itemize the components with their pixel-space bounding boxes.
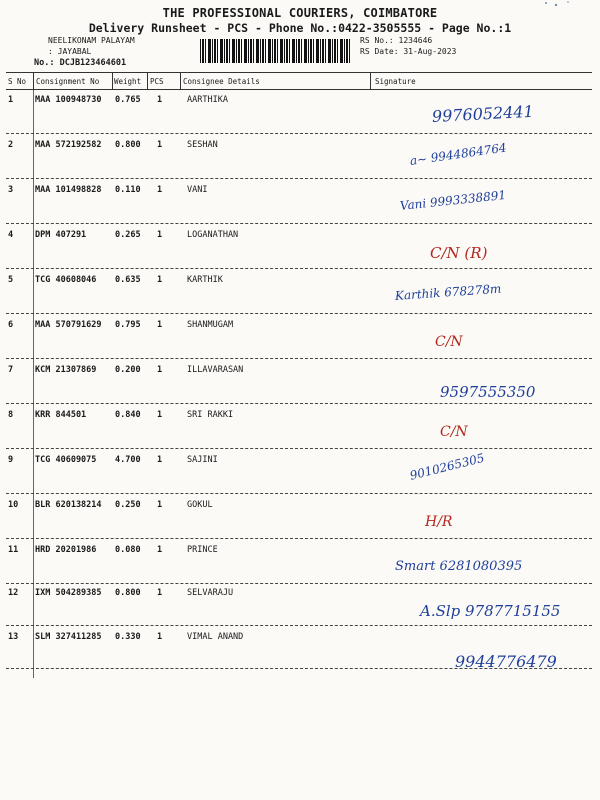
handwritten-signature (380, 312, 590, 354)
row-weight: 0.795 (115, 320, 141, 330)
row-consignment-no: IXM 504289385 (35, 588, 102, 598)
row-consignee: KARTHIK (187, 275, 223, 285)
row-pcs: 1 (157, 500, 163, 510)
signature-text: A.Slp 9787715155 (420, 602, 561, 620)
signature-text: Smart 6281080395 (395, 559, 523, 574)
row-consignment-no: DPM 407291 (35, 230, 87, 240)
row-weight: 0.250 (115, 500, 141, 510)
handwritten-signature (380, 87, 590, 129)
row-consignment-no: MAA 100948730 (35, 95, 102, 105)
row-sno: 11 (8, 545, 19, 555)
col-header-weight: Weight (114, 77, 142, 86)
row-pcs: 1 (157, 365, 163, 375)
row-consignee: SAJINI (187, 455, 218, 465)
row-consignee: GOKUL (187, 500, 213, 510)
rs-number: RS No.: 1234646 (360, 36, 433, 45)
handwritten-signature (380, 132, 590, 174)
row-sno: 3 (8, 185, 14, 195)
runsheet-subtitle: Delivery Runsheet - PCS - Phone No.:0422-3505555 - Page No.:1 (88, 21, 512, 35)
row-sno: 12 (8, 588, 19, 598)
location-line: NEELIKONAM PALAYAM (48, 36, 135, 45)
signature-text: Vani 9993338891 (399, 187, 507, 213)
handwritten-signature (380, 402, 590, 444)
row-consignee: PRINCE (187, 545, 218, 555)
handwritten-signature (380, 624, 590, 671)
row-consignment-no: TCG 40608046 (35, 275, 97, 285)
row-consignment-no: MAA 101498828 (35, 185, 102, 195)
row-weight: 0.800 (115, 588, 141, 598)
row-pcs: 1 (157, 545, 163, 555)
row-weight: 0.765 (115, 95, 141, 105)
row-consignment-no: SLM 327411285 (35, 632, 102, 642)
row-sno: 7 (8, 365, 14, 375)
row-pcs: 1 (157, 95, 163, 105)
column-divider (33, 72, 34, 90)
row-pcs: 1 (157, 455, 163, 465)
agent-name: : JAYABAL (48, 47, 92, 56)
row-weight: 0.200 (115, 365, 141, 375)
row-sno: 8 (8, 410, 14, 420)
handwritten-signature (380, 357, 590, 399)
signature-text: a~ 9944864764 (409, 140, 508, 168)
row-consignee: SELVARAJU (187, 588, 234, 598)
row-sno: 1 (8, 95, 14, 105)
row-consignee: VIMAL ANAND (187, 632, 244, 642)
handwritten-signature (380, 222, 590, 264)
row-sno: 13 (8, 632, 19, 642)
handwritten-signature (380, 580, 590, 622)
row-pcs: 1 (157, 410, 163, 420)
rs-info (360, 35, 456, 57)
row-sno: 2 (8, 140, 14, 150)
col-header-signature: Signature (375, 77, 416, 86)
col-header-consignee: Consignee Details (183, 77, 260, 86)
column-divider (112, 72, 113, 90)
handwritten-signature (380, 492, 590, 534)
row-consignment-no: KCM 21307869 (35, 365, 97, 375)
row-consignment-no: TCG 40609075 (35, 455, 97, 465)
rs-date: RS Date: 31-Aug-2023 (360, 47, 457, 56)
signature-text: C/N (R) (430, 244, 488, 262)
signature-text: C/N (435, 334, 463, 350)
row-weight: 0.635 (115, 275, 141, 285)
signature-text: C/N (440, 424, 468, 440)
column-divider (180, 72, 181, 90)
drs-number: No.: DCJB123464601 (34, 58, 127, 68)
row-consignment-no: MAA 570791629 (35, 320, 102, 330)
row-pcs: 1 (157, 588, 163, 598)
row-consignment-no: BLR 620138214 (35, 500, 102, 510)
barcode-image (200, 39, 352, 63)
handwritten-signature (380, 177, 590, 219)
row-consignment-no: KRR 844501 (35, 410, 87, 420)
row-consignment-no: HRD 20201986 (35, 545, 97, 555)
signature-text: 9010265305 (408, 450, 486, 483)
row-sno: 6 (8, 320, 14, 330)
handwritten-signature (380, 537, 590, 579)
row-weight: 0.080 (115, 545, 141, 555)
row-pcs: 1 (157, 632, 163, 642)
row-consignee: LOGANATHAN (187, 230, 239, 240)
row-consignee: SRI RAKKI (187, 410, 234, 420)
row-weight: 0.800 (115, 140, 141, 150)
signature-text: 9944776479 (455, 652, 557, 671)
row-sno: 4 (8, 230, 14, 240)
column-divider (370, 72, 371, 90)
handwritten-signature (380, 447, 590, 489)
table-top-border (6, 72, 592, 73)
row-consignee: AARTHIKA (187, 95, 228, 105)
row-pcs: 1 (157, 320, 163, 330)
row-pcs: 1 (157, 275, 163, 285)
company-title: THE PROFESSIONAL COURIERS, COIMBATORE (162, 6, 438, 20)
signature-text: H/R (425, 514, 453, 530)
row-weight: 0.330 (115, 632, 141, 642)
row-weight: 0.840 (115, 410, 141, 420)
row-consignee: ILLAVARASAN (187, 365, 244, 375)
row-weight: 0.265 (115, 230, 141, 240)
column-divider (147, 72, 148, 90)
signature-text: Karthik 678278m (394, 281, 502, 303)
row-weight: 0.110 (115, 185, 141, 195)
col-header-consignment: Consignment No (36, 77, 100, 86)
signature-text: 9976052441 (431, 101, 535, 126)
row-weight: 4.700 (115, 455, 141, 465)
col-header-pcs: PCS (150, 77, 164, 86)
row-sno: 9 (8, 455, 14, 465)
row-consignee: SHANMUGAM (187, 320, 234, 330)
row-separator (6, 668, 592, 669)
signature-text: 9597555350 (440, 383, 536, 401)
row-pcs: 1 (157, 230, 163, 240)
handwritten-signature (380, 267, 590, 309)
col-header-sno: S No (8, 77, 27, 86)
row-pcs: 1 (157, 185, 163, 195)
row-sno: 5 (8, 275, 14, 285)
row-consignment-no: MAA 572192582 (35, 140, 102, 150)
row-consignee: SESHAN (187, 140, 218, 150)
row-sno: 10 (8, 500, 19, 510)
row-pcs: 1 (157, 140, 163, 150)
row-consignee: VANI (187, 185, 208, 195)
